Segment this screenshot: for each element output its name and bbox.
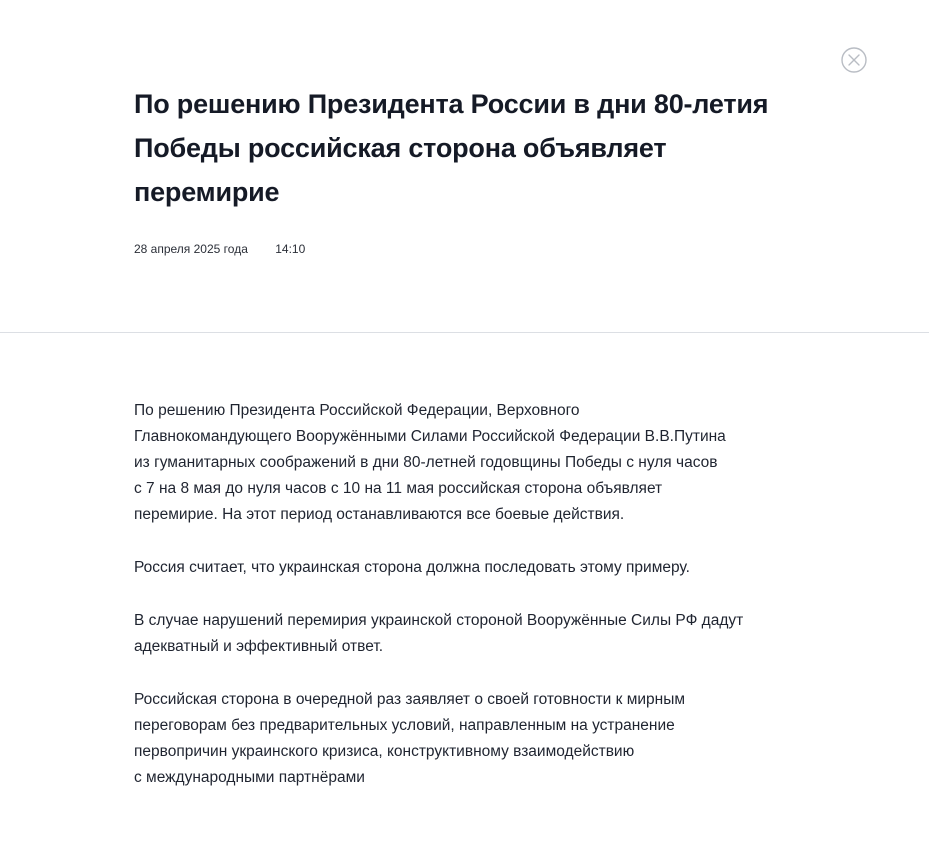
title-line: перемирие xyxy=(134,177,280,207)
article-meta xyxy=(134,242,305,256)
text-line: переговорам без предварительных условий, направленным на устранение xyxy=(134,717,675,734)
text-line: из гуманитарных соображений в дни 80-летней годовщины Победы с нуля часов xyxy=(134,454,718,471)
article-title xyxy=(134,82,794,214)
publish-date: 28 апреля 2025 года xyxy=(134,242,248,256)
paragraph xyxy=(134,555,784,581)
text-line: Российская сторона в очередной раз заявляет о своей готовности к мирным xyxy=(134,691,686,708)
divider xyxy=(0,332,929,333)
title-line: Победы российская сторона объявляет xyxy=(134,133,667,163)
text-line: Россия считает, что украинская сторона должна последовать этому примеру. xyxy=(134,559,690,576)
text-line: Главнокомандующего Вооружёнными Силами Российской Федерации В.В.Путина xyxy=(134,428,726,445)
close-button[interactable] xyxy=(841,47,867,73)
paragraph xyxy=(134,398,784,528)
text-line: В случае нарушений перемирия украинской стороной Вооружённые Силы РФ дадут xyxy=(134,612,744,629)
title-line: По решению Президента России в дни 80-летия xyxy=(134,89,769,119)
text-line: первопричин украинского кризиса, конструктивному взаимодействию xyxy=(134,743,635,760)
article-body xyxy=(134,398,784,818)
text-line: перемирие. На этот период останавливаются все боевые действия. xyxy=(134,506,625,523)
text-line: с международными партнёрами xyxy=(134,769,365,786)
text-line: с 7 на 8 мая до нуля часов с 10 на 11 мая российская сторона объявляет xyxy=(134,480,663,497)
article-header xyxy=(134,82,794,214)
text-line: адекватный и эффективный ответ. xyxy=(134,638,384,655)
paragraph xyxy=(134,687,784,791)
paragraph xyxy=(134,608,784,660)
close-icon xyxy=(841,47,867,73)
publish-time: 14:10 xyxy=(275,242,306,256)
text-line: По решению Президента Российской Федерации, Верховного xyxy=(134,402,580,419)
